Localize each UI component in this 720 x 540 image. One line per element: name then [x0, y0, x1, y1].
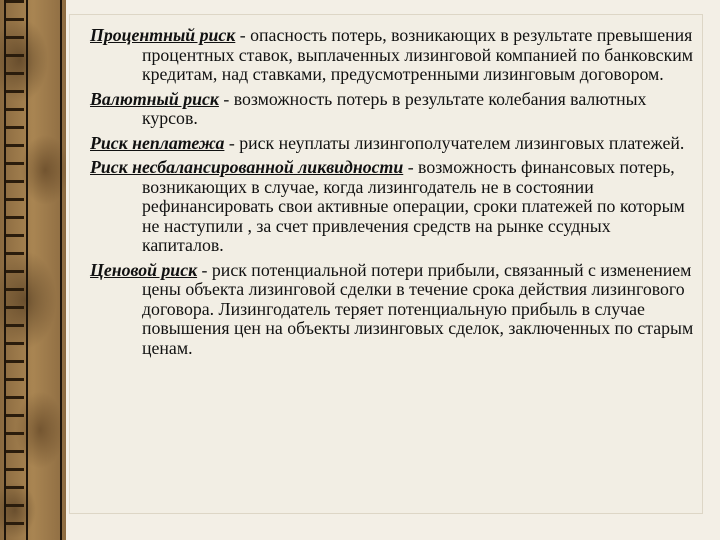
term-label: Ценовой риск: [90, 259, 198, 280]
term-label: Риск неплатежа: [90, 132, 225, 153]
list-item-price-risk: [90, 261, 694, 359]
border-line-outer: [4, 0, 6, 540]
term-definition: - риск потенциальной потери прибыли, связанный с изменением цены объекта лизинговой сделки в течение срока действия лизингового договора. Лизингодатель теряет потенциальную прибыль в случае повышения цен на объекты лизинговых сделок, заключенных по старым ценам.: [142, 259, 694, 358]
risk-definitions-list: [90, 26, 694, 363]
border-ticks: [6, 0, 24, 540]
term-label: Процентный риск: [90, 25, 236, 45]
term-label: Валютный риск: [90, 88, 219, 109]
term-definition: - опасность потерь, возникающих в результате превышения процентных ставок, выплаченных лизинговой компанией по банковским кредитам, над ставками, предусмотренными лизинговым договором.: [142, 25, 693, 84]
term-definition: - возможность потерь в результате колебания валютных курсов.: [142, 88, 647, 128]
list-item-interest-risk: [90, 26, 694, 85]
list-item-nonpayment-risk: [90, 134, 694, 154]
list-item-currency-risk: [90, 90, 694, 129]
term-definition: - риск неуплаты лизингополучателем лизинговых платежей.: [224, 132, 685, 153]
list-item-liquidity-risk: [90, 158, 694, 256]
term-label: Риск несбалансированной ликвидности: [90, 157, 404, 177]
term-definition: - возможность финансовых потерь, возникающих в случае, когда лизингодатель не в состоянии рефинансировать свои активные операции, сроки платежей по которым не наступили , за счет привлечения средств на рынке ссудных капиталов.: [142, 157, 685, 255]
border-line-middle: [26, 0, 28, 540]
border-line-inner: [60, 0, 62, 540]
decorative-left-border: [0, 0, 66, 540]
